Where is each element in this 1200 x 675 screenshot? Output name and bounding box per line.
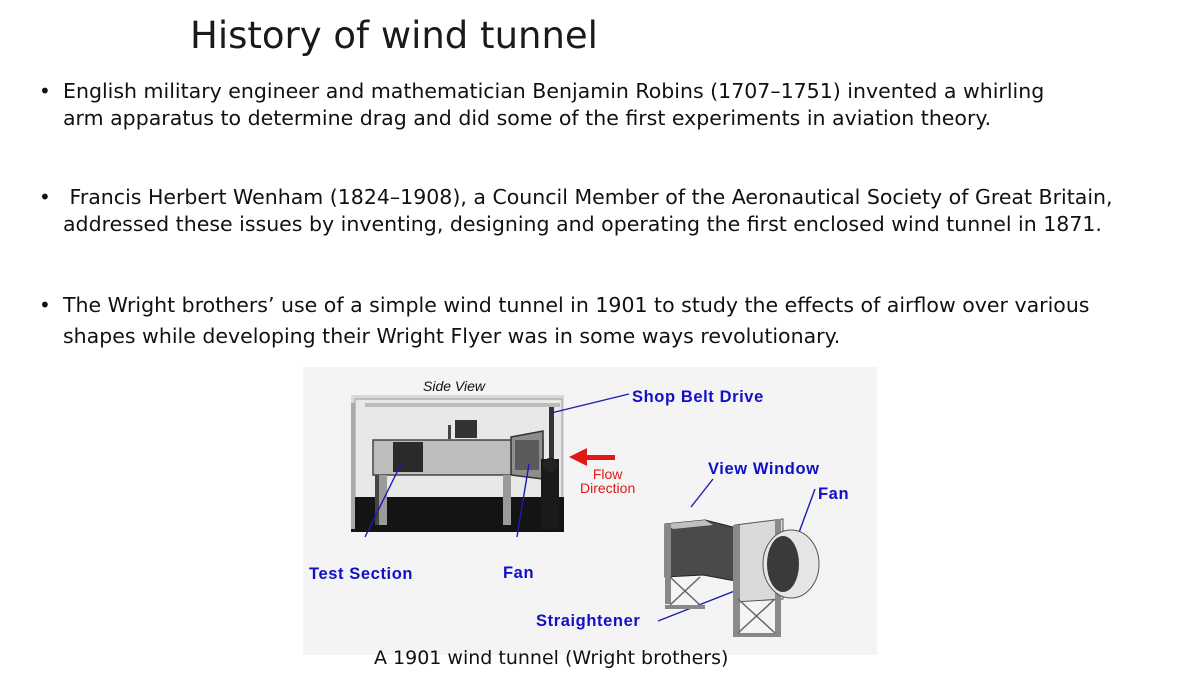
bullet-text-line: arm apparatus to determine drag and did some of the first experiments in aviation theory. xyxy=(63,106,992,130)
bullet-icon: • xyxy=(39,293,51,317)
bullet-item-robins xyxy=(39,78,1143,132)
bullet-icon: • xyxy=(39,79,51,103)
label-fan-side-view: Fan xyxy=(503,564,535,582)
tunnel-model-photo xyxy=(665,519,819,637)
label-view-window: View Window xyxy=(708,460,820,478)
bullet-text-line: The Wright brothers’ use of a simple wind tunnel in 1901 to study the effects of airflow over various xyxy=(63,293,1090,317)
label-fan-model: Fan xyxy=(818,485,850,503)
bullet-icon: • xyxy=(39,185,51,209)
bullet-item-wright xyxy=(39,290,1143,352)
label-side-view: Side View xyxy=(423,378,486,394)
flow-direction-arrow xyxy=(569,448,615,466)
figure-caption: A 1901 wind tunnel (Wright brothers) xyxy=(374,647,729,669)
side-view-photo xyxy=(351,395,564,532)
label-test-section: Test Section xyxy=(309,565,414,583)
bullet-text-line: English military engineer and mathematician Benjamin Robins (1707–1751) invented a whirling xyxy=(63,79,1045,103)
label-straightener: Straightener xyxy=(536,612,641,630)
bullet-text-line: Francis Herbert Wenham (1824–1908), a Council Member of the Aeronautical Society of Great Britain, xyxy=(63,185,1113,209)
bullet-text-line: addressed these issues by inventing, designing and operating the first enclosed wind tunnel in 1871. xyxy=(63,212,1102,236)
label-flow-direction xyxy=(580,467,635,495)
flow-label-line2: Direction xyxy=(580,480,636,496)
wind-tunnel-figure xyxy=(303,367,877,655)
bullet-text-line: shapes while developing their Wright Flyer was in some ways revolutionary. xyxy=(63,324,841,348)
bullet-item-wenham xyxy=(39,184,1143,238)
slide-title: History of wind tunnel xyxy=(190,14,598,57)
label-shop-belt-drive: Shop Belt Drive xyxy=(632,388,764,406)
flow-label-line1: Flow xyxy=(592,466,623,482)
